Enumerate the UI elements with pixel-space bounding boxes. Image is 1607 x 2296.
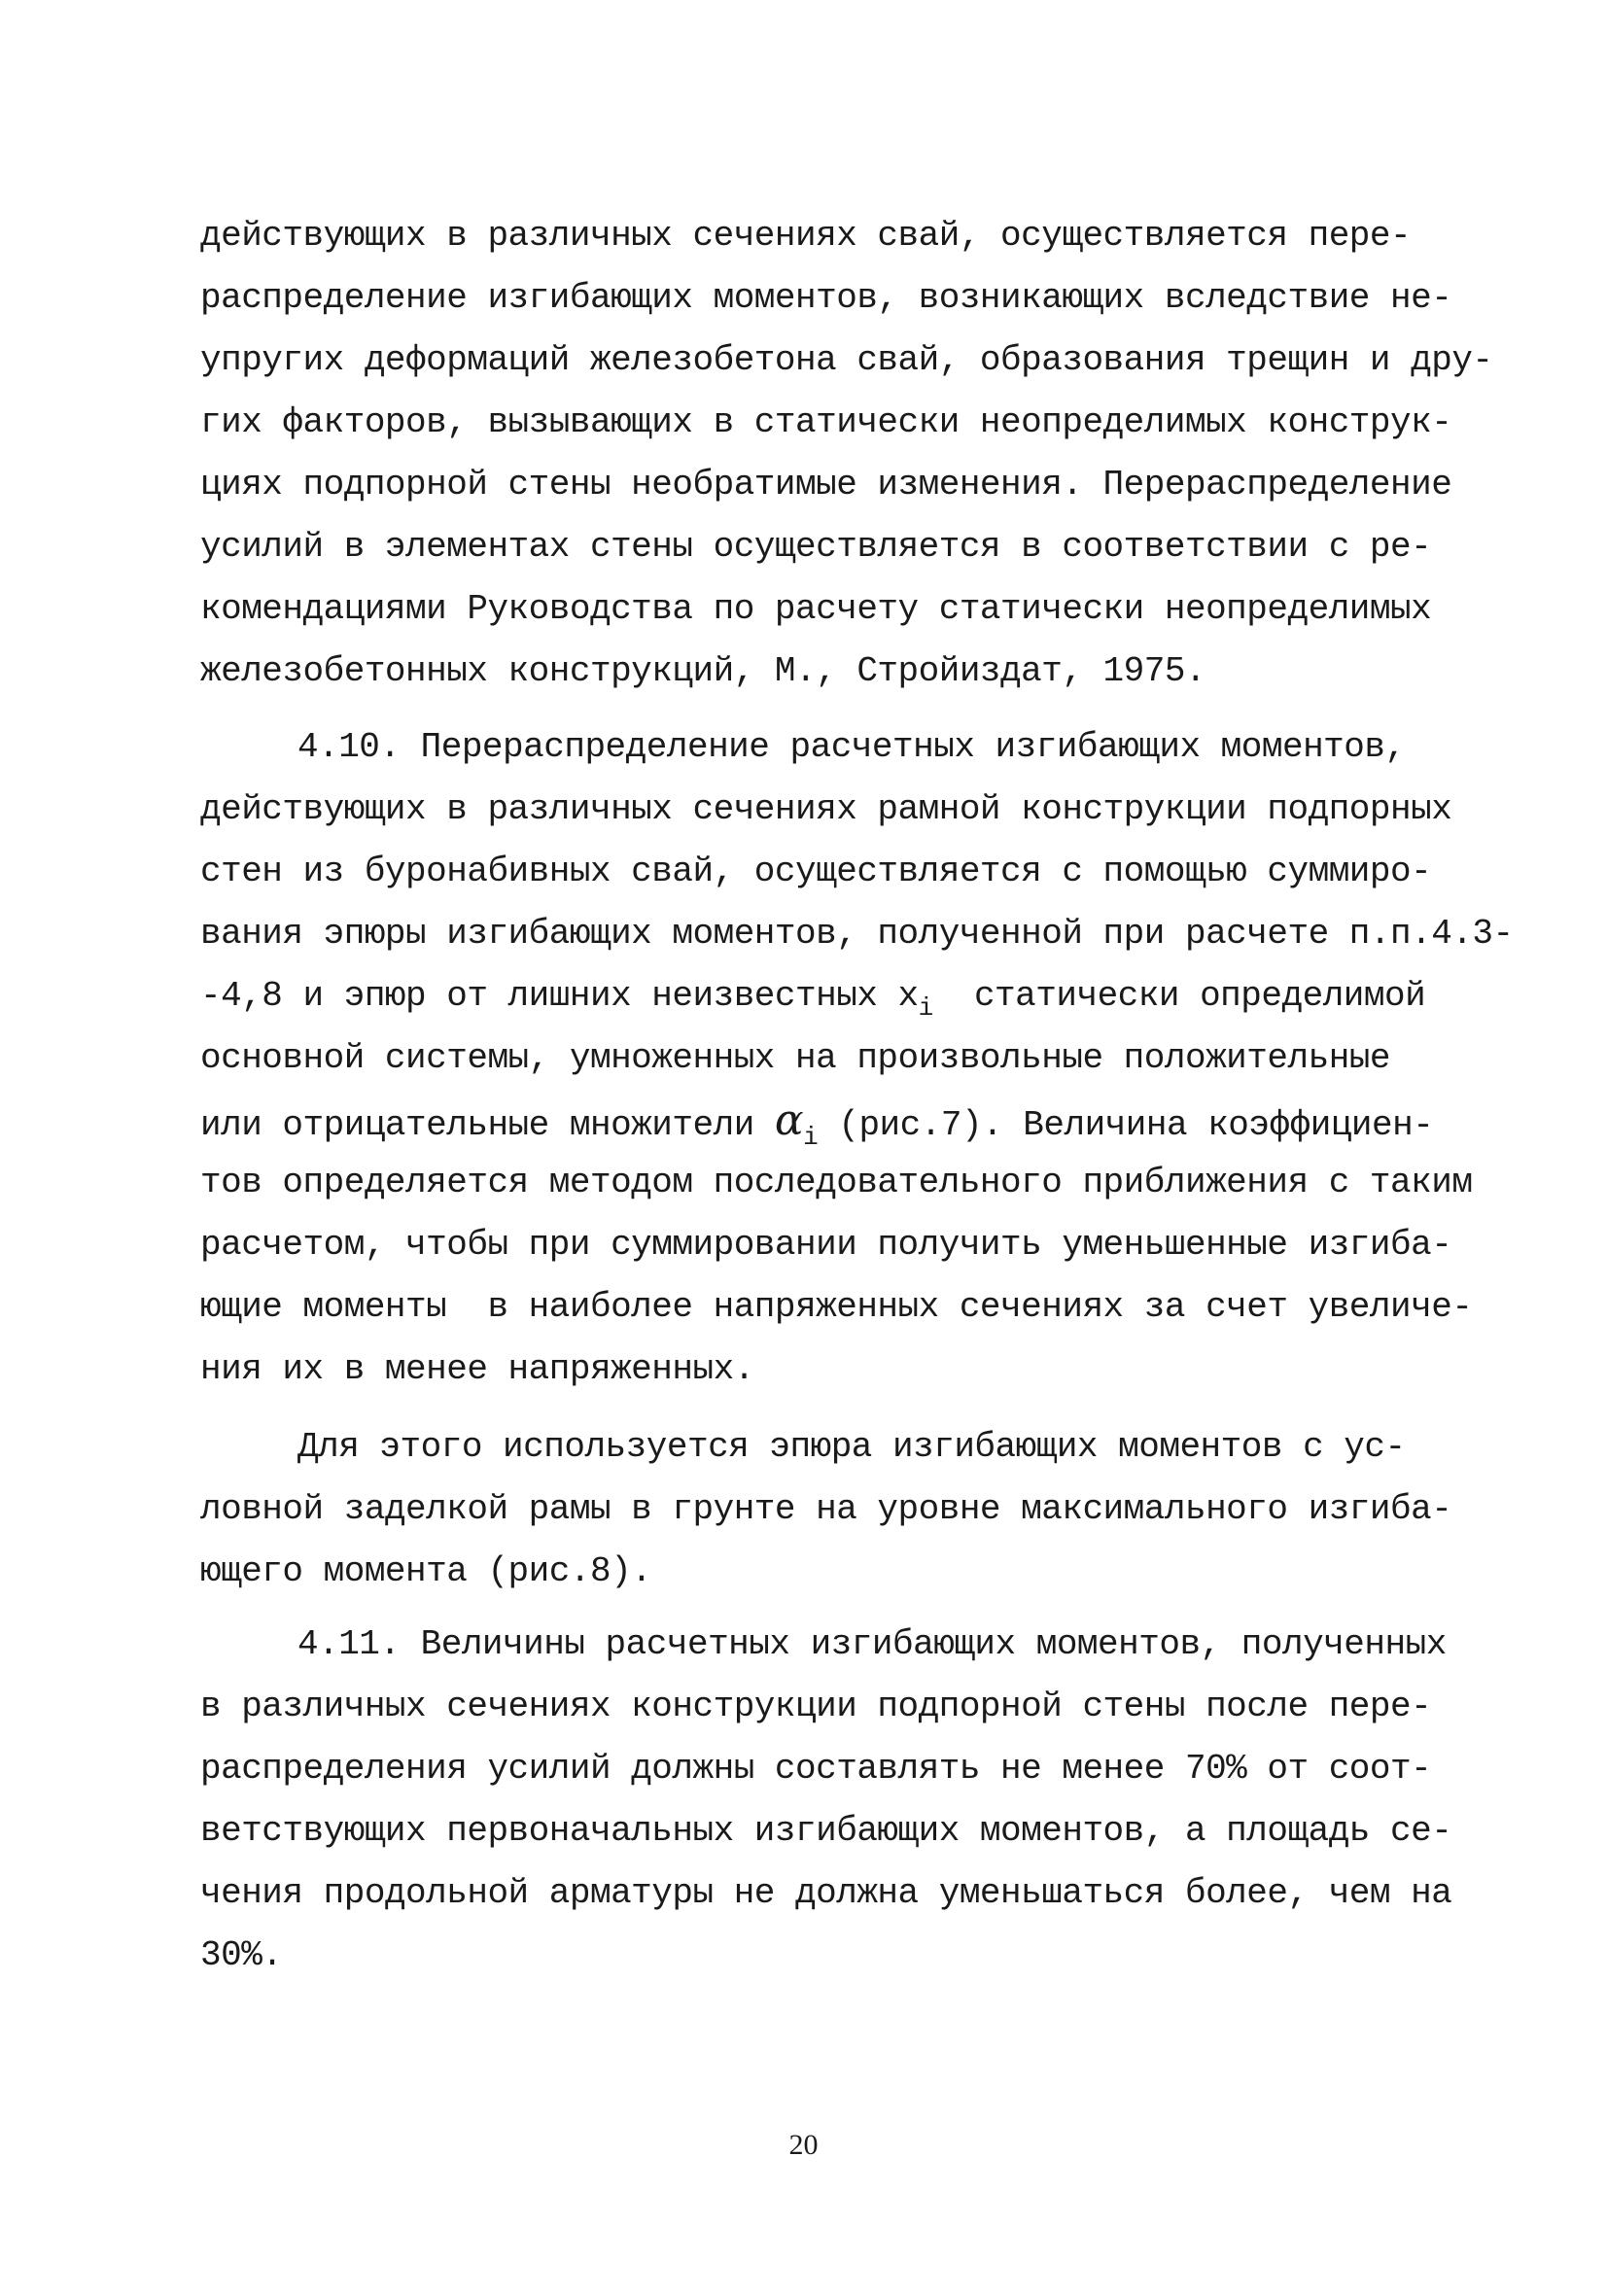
text-line: тов определяется методом последовательного приближения с таким [200,1163,1473,1202]
text-line: 30%. [200,1935,283,1975]
text-line: ловной заделкой рамы в грунте на уровне максимального изгиба- [200,1489,1452,1529]
text-line: ния их в менее напряженных. [200,1349,754,1389]
text-line: ветствующих первоначальных изгибающих моментов, а площадь се- [200,1811,1452,1851]
subscript-index: i [803,1123,819,1152]
subscript-index: i [918,993,933,1023]
text-line: в различных сечениях конструкции подпорной стены после пере- [200,1687,1432,1726]
text-line: 4.11. Величины расчетных изгибающих моментов, полученных [297,1624,1447,1664]
text-line: ющего момента (рис.8). [200,1551,652,1591]
text-segment: статически определимой [932,976,1426,1016]
text-line: 4.10. Перераспределение расчетных изгибающих моментов, [297,727,1406,767]
text-line: основной системы, умноженных на произвольные положительные [200,1038,1391,1078]
alpha-symbol: α [774,1096,804,1145]
text-line: циях подпорной стены необратимые изменения. Перераспределение [200,465,1452,504]
paragraph-continuation [200,205,1493,703]
text-segment: -4,8 и эпюр от лишних неизвестных x [200,976,919,1016]
paragraph-4-10 [200,716,1514,1401]
text-line: усилий в элементах стены осуществляется в соответствии с ре- [200,527,1432,567]
text-line: чения продольной арматуры не должна уменьшаться более, чем на [200,1873,1452,1913]
page-number: 20 [788,2129,819,2161]
text-line: расчетом, чтобы при суммировании получить уменьшенные изгиба- [200,1225,1452,1265]
text-line: распределения усилий должны составлять не менее 70% от соот- [200,1749,1432,1789]
text-line: действующих в различных сечениях рамной конструкции подпорных [200,789,1452,829]
text-line: вания эпюры изгибающих моментов, полученной при расчете п.п.4.3- [200,914,1514,954]
text-line: действующих в различных сечениях свай, осуществляется пере- [200,216,1412,256]
text-line: распределение изгибающих моментов, возникающих вследствие не- [200,278,1452,318]
text-line: Для этого используется эпюра изгибающих моментов с ус- [297,1427,1406,1467]
text-line: ющие моменты в наиболее напряженных сечениях за счет увеличе- [200,1287,1473,1327]
text-line: комендациями Руководства по расчету статически неопределимых [200,589,1432,629]
text-line: стен из буронабивных свай, осуществляется с помощью суммиро- [200,852,1432,891]
text-segment: (рис.7). Величина коэффициен- [818,1105,1434,1145]
text-line [200,1090,1434,1152]
text-line: гих факторов, вызывающих в статически неопределимых конструк- [200,402,1452,442]
text-line: железобетонных конструкций, М., Стройиздат, 1975. [200,651,1206,691]
paragraph-epure-note [200,1416,1452,1603]
text-line: упругих деформаций железобетона свай, образования трещин и дру- [200,340,1493,380]
paragraph-4-11 [200,1614,1452,1987]
text-line [200,965,1426,1027]
text-segment: или отрицательные множители [200,1105,754,1145]
